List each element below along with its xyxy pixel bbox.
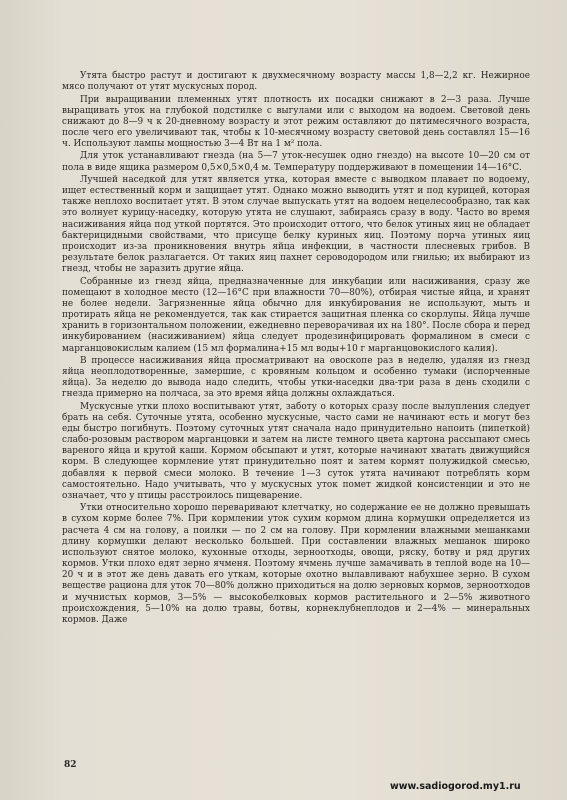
paragraph: Собранные из гнезд яйца, предназначенные для инкубации или насиживания, сразу же помещают в холодное место (12—16°С при влажности 70—80%), отбирая чистые яйца, и хранят не более недели. Загрязненные яйца обычно для инкубирования не используют, мыть и протирать яйца не рекомендуется, так как стирается защитная пленка со скорлупы. Яйца лучше хранить в горизонтальном положении, ежедневно переворачивая их на 180°. После сбора и перед инкубированием (насиживанием) яйца следует продезинфицировать формалином в смеси с марганцовокислым калием (15 мл формалина+15 мл воды+10 г марганцовокислого калия).: [62, 276, 530, 354]
paragraph: Утки относительно хорошо переваривают клетчатку, но содержание ее не должно превышать в сухом корме более 7%. При кормлении уток сухим кормом длина кормушки определяется из расчета 4 см на голову, а поилки — по 2 см на голову. При кормлении влажными мешанками длину кормушки делают несколько большей. При составлении влажных мешанок широко используют снятое молоко, кухонные отходы, зерноотходы, овощи, ряску, ботву и ряд других кормов. Утки плохо едят зерно ячменя. Поэтому ячмень лучше замачивать в теплой воде на 10—20 ч и в этот же день давать его уткам, которые охотно вылавливают набухшее зерно. В сухом веществе рациона для уток 70—80% должно приходиться на долю зерновых кормов, зерноотходов и мучнистых кормов, 3—5% — высокобелковых кормов растительного и 2—5% животного происхождения, 5—10% на долю травы, ботвы, корнеклубнеплодов и 2—4% — минеральных кормов. Даже: [62, 503, 530, 625]
paragraph: В процессе насиживания яйца просматривают на овоскопе раз в неделю, удаляя из гнезд яйца неоплодотворенные, замершие, с кровяным кольцом и особенно тумаки (испорченные яйца). За неделю до вывода надо следить, чтобы утки-наседки два-три раза в день сходили с гнезда примерно на полчаса, за это время яйца должны охлаждаться.: [62, 355, 530, 400]
paragraph: Для уток устанавливают гнезда (на 5—7 уток-несушек одно гнездо) на высоте 10—20 см от пола в виде ящика размером 0,5×0,5×0,4 м. Температуру поддерживают в помещении 14—16°С.: [62, 151, 530, 173]
paragraph: Утята быстро растут и достигают к двухмесячному возрасту массы 1,8—2,2 кг. Нежирное мясо получают от утят мускусных пород.: [62, 71, 530, 93]
page-number: 82: [64, 760, 77, 770]
paragraph: Лучшей наседкой для утят является утка, которая вместе с выводком плавает по водоему, ищет естественный корм и защищает утят. Однако можно выводить утят и под курицей, которая также неплохо воспитает утят. В этом случае выпускать утят на водоем нецелесообразно, так как это волнует курицу-наседку, которую утята не слушают, забираясь сразу в воду. Часто во время насиживания яйца под уткой портятся. Это происходит оттого, что белок утиных яиц не обладает бактерицидными свойствами, что присуще белку куриных яиц. Поэтому порча утиных яиц происходит из-за проникновения внутрь яйца инфекции, в частности плесневых грибов. В результате белок разлагается. От таких яиц пахнет сероводородом или гнилью; их выбирают из гнезд, чтобы не заразить другие яйца.: [62, 174, 530, 275]
paragraph: Мускусные утки плохо воспитывают утят, заботу о которых сразу после вылупления следует брать на себя. Суточные утята, особенно мускусные, часто сами не начинают есть и могут без еды быстро погибнуть. Поэтому суточных утят сначала надо принудительно напоить (пипеткой) слабо-розовым раствором марганцовки и затем на листе темного цвета картона рассыпают смесь вареного яйца и крутой каши. Кормом обсыпают и утят, которые начинают хватать движущийся корм. В следующее кормление утят принудительно поят и затем кормят полужидкой смесью, добавляя к первой смеси молоко. В течение 1—3 суток утята начинают потреблять корм самостоятельно. Надо учитывать, что у мускусных уток помет жидкой консистенции и это не означает, что у птицы расстроилось пищеварение.: [62, 401, 530, 501]
body-text: [62, 71, 530, 627]
paragraph: При выращивании племенных утят плотность их посадки снижают в 2—3 раза. Лучше выращивать уток на глубокой подстилке с выгулами или с выходом на водоем. Световой день снижают до 8—9 ч к 20-дневному возрасту и этот режим оставляют до пятимесячного возраста, после чего его увеличивают так, чтобы к 10-месячному возрасту световой день составлял 15—16 ч. Используют лампы мощностью 3—4 Вт на 1 м² пола.: [62, 94, 530, 150]
site-watermark: www.sadiogorod.my1.ru: [390, 781, 521, 792]
